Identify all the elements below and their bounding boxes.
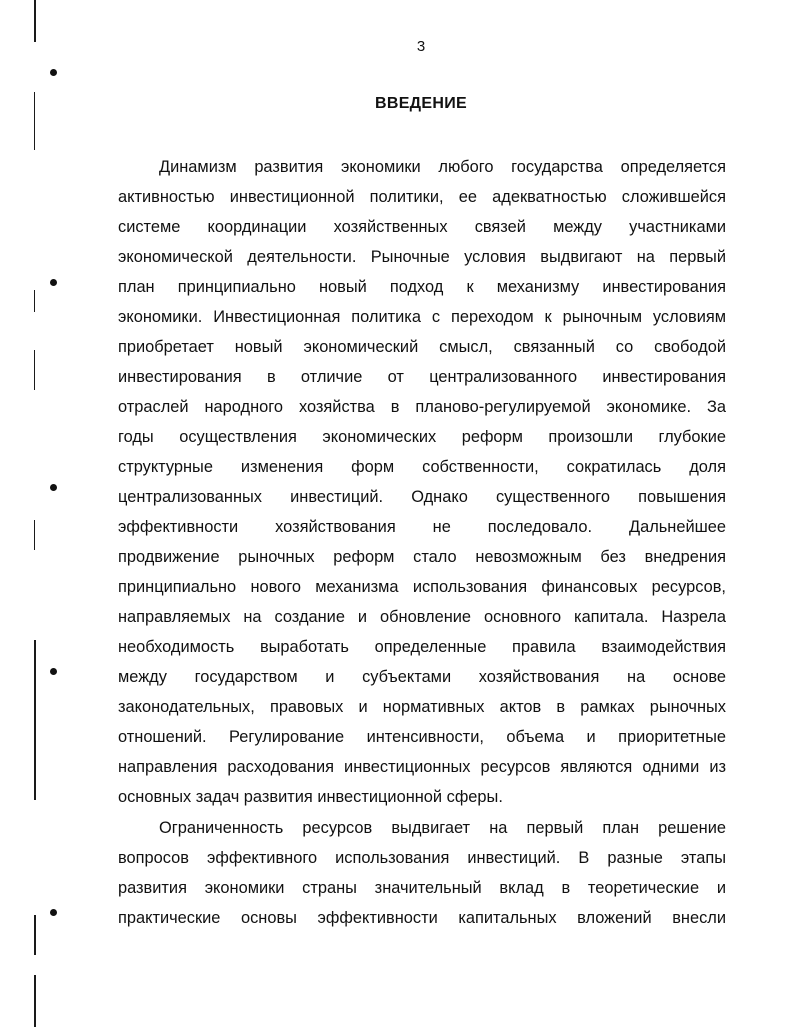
- binding-edge-line: [34, 350, 35, 390]
- text-line: Ограниченность ресурсов выдвигает на первый план решение: [159, 819, 726, 837]
- punch-hole-mark: [50, 69, 57, 76]
- binding-edge-line: [34, 0, 36, 42]
- text-line: экономической деятельности. Рыночные условия выдвигают на первый: [118, 248, 726, 266]
- text-line: вопросов эффективного использования инвестиций. В разные этапы: [118, 849, 726, 867]
- punch-hole-mark: [50, 484, 57, 491]
- text-line: годы осуществления экономических реформ произошли глубокие: [118, 428, 726, 446]
- text-line: системе координации хозяйственных связей между участниками: [118, 218, 726, 236]
- text-line: централизованных инвестиций. Однако существенного повышения: [118, 488, 726, 506]
- text-line: направления расходования инвестиционных ресурсов являются одними из: [118, 758, 726, 776]
- page-title: ВВЕДЕНИЕ: [375, 95, 467, 112]
- punch-hole-mark: [50, 668, 57, 675]
- binding-edge-line: [34, 640, 36, 800]
- text-line: экономики. Инвестиционная политика с переходом к рыночным условиям: [118, 308, 726, 326]
- text-line: отраслей народного хозяйства в планово-регулируемой экономике. За: [118, 398, 726, 416]
- text-line: активностью инвестиционной политики, ее адекватностью сложившейся: [118, 188, 726, 206]
- binding-edge-line: [34, 290, 35, 312]
- text-line: инвестирования в отличие от централизованного инвестирования: [118, 368, 726, 386]
- text-line: практические основы эффективности капитальных вложений внесли: [118, 909, 726, 927]
- punch-hole-mark: [50, 909, 57, 916]
- text-line: приобретает новый экономический смысл, связанный со свободой: [118, 338, 726, 356]
- text-line: направляемых на создание и обновление основного капитала. Назрела: [118, 608, 726, 626]
- page-number: 3: [416, 38, 426, 55]
- binding-edge-line: [34, 915, 36, 955]
- text-line: Динамизм развития экономики любого государства определяется: [159, 158, 726, 176]
- text-line: между государством и субъектами хозяйствования на основе: [118, 668, 726, 686]
- text-line: структурные изменения форм собственности, сократилась доля: [118, 458, 726, 476]
- text-line: развития экономики страны значительный вклад в теоретические и: [118, 879, 726, 897]
- text-line: план принципиально новый подход к механизму инвестирования: [118, 278, 726, 296]
- binding-edge-line: [34, 975, 36, 1027]
- binding-edge-line: [34, 520, 35, 550]
- punch-hole-mark: [50, 279, 57, 286]
- text-line: необходимость выработать определенные правила взаимодействия: [118, 638, 726, 656]
- text-line: отношений. Регулирование интенсивности, объема и приоритетные: [118, 728, 726, 746]
- text-line: принципиально нового механизма использования финансовых ресурсов,: [118, 578, 726, 596]
- text-line: продвижение рыночных реформ стало невозможным без внедрения: [118, 548, 726, 566]
- text-line: эффективности хозяйствования не последовало. Дальнейшее: [118, 518, 726, 536]
- text-line: основных задач развития инвестиционной сферы.: [118, 788, 503, 806]
- text-line: законодательных, правовых и нормативных актов в рамках рыночных: [118, 698, 726, 716]
